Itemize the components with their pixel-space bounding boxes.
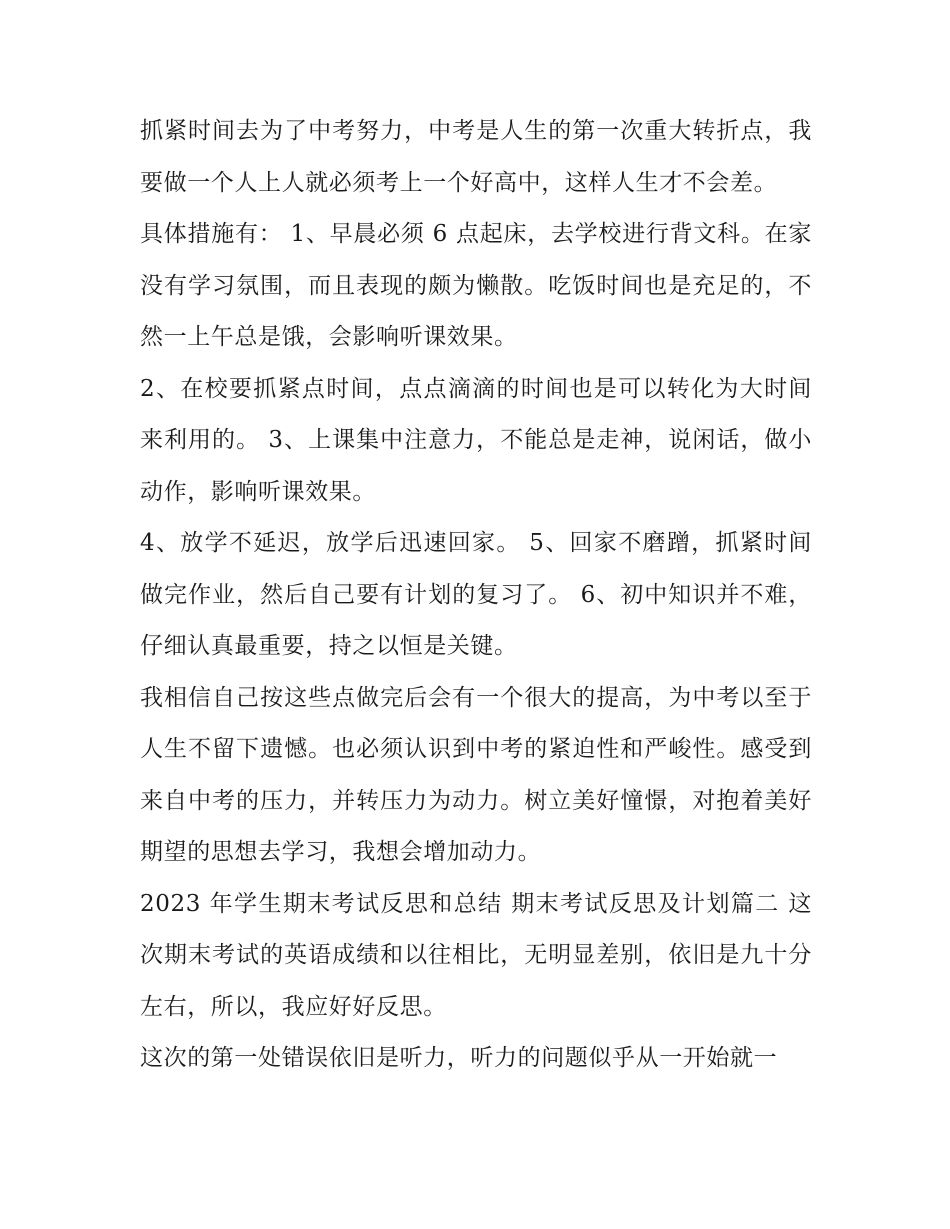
paragraph-measures: 具体措施有： 1、早晨必须 6 点起床，去学校进行背文科。在家没有学习氛围，而且表现的颇为懒散。吃饭时间也是充足的，不然一上午总是饿，会影响听课效果。: [140, 221, 812, 350]
document-page: [140, 106, 812, 1085]
paragraph-reflection-2023: 2023 年学生期末考试反思和总结 期末考试反思及计划篇二 这次期末考试的英语成绩和以往相比，无明显差别，依旧是九十分左右，所以，我应好好反思。: [140, 890, 812, 1020]
paragraph-belief: 我相信自己按这些点做完后会有一个很大的提高，为中考以至于人生不留下遗憾。也必须认识到中考的紧迫性和严峻性。感受到来自中考的压力，并转压力为动力。树立美好憧憬，对抱着美好期望的思想去学习，我想会增加动力。: [140, 684, 812, 865]
paragraph-measure-2-3: 2、在校要抓紧点时间，点点滴滴的时间也是可以转化为大时间来利用的。 3、上课集中注意力，不能总是走神，说闲话，做小动作，影响听课效果。: [140, 375, 812, 505]
paragraph-measure-4-6: 4、放学不延迟，放学后迅速回家。 5、回家不磨蹭，抓紧时间做完作业，然后自己要有计划的复习了。 6、初中知识并不难，仔细认真最重要，持之以恒是关键。: [140, 530, 812, 659]
paragraph-goal: 抓紧时间去为了中考努力，中考是人生的第一次重大转折点，我要做一个人上人就必须考上一个好高中，这样人生才不会差。: [140, 118, 812, 196]
paragraph-listening-error: 这次的第一处错误依旧是听力，听力的问题似乎从一开始就一: [140, 1045, 778, 1071]
